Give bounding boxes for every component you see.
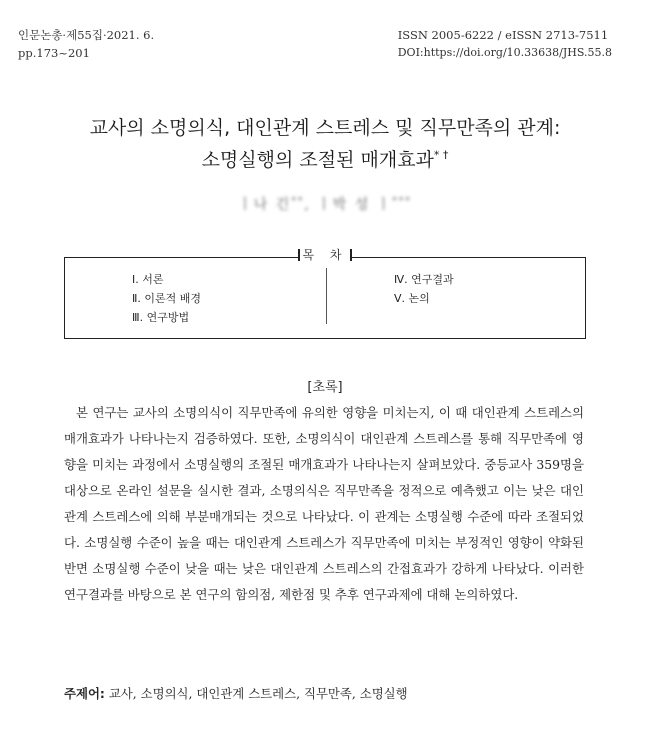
toc-left-column [132, 270, 201, 327]
toc-item-discussion[interactable]: Ⅴ. 논의 [394, 292, 430, 305]
keywords-label: 주제어: [64, 686, 105, 701]
toc-item-results[interactable]: Ⅳ. 연구결과 [394, 273, 454, 286]
abstract [64, 400, 584, 608]
author-separator: , [304, 197, 318, 213]
toc-divider [326, 268, 327, 324]
author-2-mark: *** [392, 196, 412, 207]
author-1: ㅣ나 긴 [238, 197, 292, 213]
abstract-body: 본 연구는 교사의 소명의식이 직무만족에 유의한 영향을 미치는지, 이 때 대인관계 스트레스의 매개효과가 나타나는지 검증하였다. 또한, 소명의식이 대인관계 스트레스를 통해 직무만족에 영향을 미치는 과정에서 소명실행의 조절된 매개효과가 나타나는지 살펴보았다. 중등교사 359명을 대상으로 온라인 설문을 실시한 결과, 소명의식은 직무만족을 정적으로 예측했고 이는 낮은 대인관계 스트레스에 의해 부분매개되는 것으로 나타났다. 이 관계는 소명실행 수준에 따라 조절되었다. 소명실행 수준이 높을 때는 대인관계 스트레스가 직무만족에 미치는 부정적인 영향이 약화된 반면 소명실행 수준이 낮을 때는 낮은 대인관계 스트레스의 간접효과가 강하게 나타났다. 이러한 연구결과를 바탕으로 본 연구의 함의점, 제한점 및 추후 연구과제에 대해 논의하였다. [64, 405, 584, 602]
paper-title [0, 112, 650, 176]
title-line-1: 교사의 소명의식, 대인관계 스트레스 및 직무만족의 관계: [89, 117, 561, 139]
keywords [64, 684, 604, 702]
toc-item-introduction[interactable]: Ⅰ. 서론 [132, 273, 164, 286]
page-range: pp.173~201 [18, 46, 90, 60]
doi-link[interactable]: DOI:https://doi.org/10.33638/JHS.55.8 [397, 46, 612, 59]
title-footnote-mark[interactable]: * † [433, 148, 449, 162]
journal-info: 인문논총·제55집·2021. 6. [18, 28, 155, 42]
author-2: ㅣ박 성 ㅣ [317, 197, 393, 213]
toc-right-column [394, 270, 454, 308]
author-1-mark: ** [291, 196, 305, 207]
issn-header [398, 26, 612, 62]
abstract-heading: [초록] [307, 380, 343, 395]
keywords-values: 교사, 소명의식, 대인관계 스트레스, 직무만족, 소명실행 [108, 686, 408, 701]
title-line-2: 소명실행의 조절된 매개효과* † [201, 148, 449, 171]
authors [0, 194, 650, 214]
toc-title: 목 차 [298, 244, 352, 266]
toc-item-background[interactable]: Ⅱ. 이론적 배경 [132, 292, 202, 305]
issn: ISSN 2005-6222 / eISSN 2713-7511 [397, 28, 609, 42]
toc-item-method[interactable]: Ⅲ. 연구방법 [132, 311, 190, 324]
journal-header [18, 26, 154, 62]
